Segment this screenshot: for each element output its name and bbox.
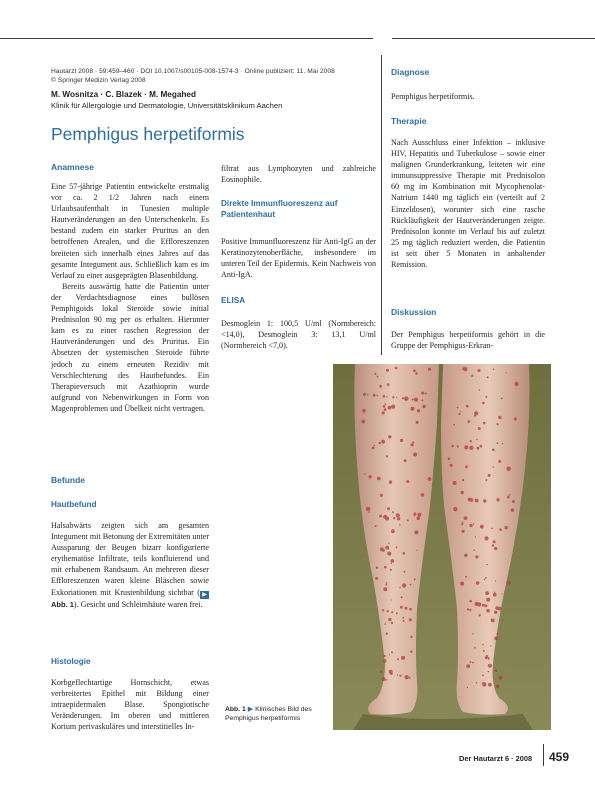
diskussion-paragraph: Der Pemphigus herpetiformis gehört in die Gruppe der Pemphigus-Erkran- — [391, 330, 545, 351]
lesion-spot — [507, 496, 510, 499]
lesion-spot — [478, 369, 481, 372]
lesion-spot — [411, 407, 415, 411]
lesion-spot — [498, 416, 501, 419]
lesion-spot — [397, 517, 400, 520]
lesion-spot — [493, 368, 495, 370]
lesion-spot — [414, 398, 418, 402]
lesion-spot — [388, 406, 392, 410]
lesion-spot — [363, 393, 366, 396]
lesion-spot — [401, 596, 403, 598]
lesion-spot — [387, 552, 391, 556]
lesion-spot — [364, 473, 365, 474]
lesion-spot — [384, 408, 387, 411]
lesion-spot — [391, 405, 395, 409]
therapie-text — [391, 137, 545, 270]
lesion-spot — [469, 609, 471, 611]
lesion-spot — [405, 607, 408, 610]
lesion-spot — [505, 372, 506, 373]
lesion-spot — [507, 581, 511, 585]
lesion-spot — [501, 398, 503, 400]
lesion-spot — [386, 369, 389, 372]
lesion-spot — [390, 569, 392, 571]
lesion-spot — [460, 582, 464, 586]
lesion-spot — [386, 582, 388, 584]
lesion-spot — [477, 447, 480, 450]
lesion-spot — [410, 636, 412, 638]
lesion-spot — [514, 382, 518, 386]
lesion-spot — [485, 604, 488, 607]
lesion-spot — [389, 654, 390, 655]
lesion-spot — [464, 445, 468, 449]
lesion-spot — [494, 637, 498, 641]
lesion-spot — [406, 480, 409, 483]
lesion-spot — [493, 449, 495, 451]
lesion-spot — [386, 679, 388, 681]
lesion-spot — [368, 475, 371, 478]
lesion-spot — [379, 385, 382, 388]
heading-elisa: ELISA — [221, 296, 246, 305]
copyright-line: © Springer Medizin Verlag 2008 — [51, 77, 146, 84]
page-number: 459 — [549, 750, 570, 764]
lesion-spot — [377, 376, 379, 378]
lesion-spot — [417, 513, 421, 517]
diskussion-text — [391, 329, 545, 351]
lesion-spot — [379, 515, 382, 518]
lesion-spot — [421, 493, 425, 497]
lesion-spot — [491, 528, 493, 530]
lesion-spot — [383, 655, 385, 657]
lesion-spot — [492, 544, 494, 546]
heading-diskussion: Diskussion — [391, 307, 437, 317]
heading-therapie: Therapie — [391, 116, 427, 126]
lesion-spot — [416, 550, 417, 551]
lesion-spot — [415, 372, 418, 375]
caption-label: Abb. 1 — [225, 706, 246, 713]
lesion-spot — [407, 519, 409, 521]
heading-histologie: Histologie — [51, 657, 91, 666]
lesion-spot — [380, 547, 384, 551]
lesion-spot — [502, 443, 504, 445]
citation-line: Hautarzt 2008 · 59:459–460 · DOI 10.1007/s00105-008-1574-3 · Online publiziert: 11. Mai 2008 — [51, 68, 335, 75]
lesion-spot — [448, 458, 451, 461]
lesion-spot — [474, 415, 476, 417]
lesion-spot — [467, 608, 469, 610]
lesion-spot — [475, 536, 476, 537]
lesion-spot — [380, 671, 382, 673]
anamnese-paragraph-2: Bereits auswärtig hatte die Patientin unter der Verdachtsdiagnose eines bullösen Pemphigoids lokal Steroide sowie initial Prednisolon 90 mg per os erhalten. Hierunter kam es zu einer raschen Regression der Hautveränderungen und des Pruritus. Ein Absetzen der systemischen Steroide führte jedoch zu einem erneuten Rezidiv mit Verschlechterung des Hautbefundes. Ein Therapieversuch mit Azathioprin wurde aufgrund von Nebenwirkungen in Form von Magenproblemen und Übelkeit nicht vertragen. — [51, 281, 209, 413]
lesion-spot — [496, 685, 500, 689]
lesion-spot — [417, 409, 420, 412]
lesion-spot — [490, 645, 491, 646]
lesion-spot — [487, 376, 489, 378]
histologie-text — [51, 677, 209, 732]
lesion-spot — [488, 664, 492, 668]
lesion-spot — [498, 607, 502, 611]
lesion-spot — [482, 402, 485, 405]
diagnose-paragraph: Pemphigus herpetiformis. — [391, 92, 475, 101]
lesion-spot — [486, 655, 489, 658]
lesion-spot — [409, 677, 411, 679]
lesion-spot — [386, 633, 388, 635]
lesion-spot — [382, 411, 385, 414]
lesion-spot — [511, 508, 515, 512]
lesion-spot — [502, 593, 503, 594]
lesion-spot — [376, 567, 378, 569]
lesion-spot — [428, 477, 432, 481]
lesion-spot — [509, 494, 511, 496]
lesion-spot — [470, 498, 474, 502]
lesion-spot — [475, 555, 478, 558]
lesion-spot — [497, 633, 499, 635]
lesion-spot — [387, 610, 389, 612]
lesion-spot — [399, 524, 401, 526]
lesion-spot — [395, 367, 398, 370]
lesion-spot — [464, 554, 467, 557]
lesion-spot — [385, 403, 387, 405]
heading-diagnose: Diagnose — [391, 67, 430, 77]
lesion-spot — [494, 611, 497, 614]
lesion-spot — [470, 661, 472, 663]
lesion-spot — [403, 552, 406, 555]
figure-reference-label: Abb. 1 — [51, 599, 74, 609]
lesion-spot — [391, 651, 393, 653]
lesion-spot — [381, 440, 385, 444]
lesion-spot — [493, 540, 496, 543]
lesion-spot — [404, 571, 406, 573]
hautbefund-body: Halsabwärts zeigten sich am gesamten Integument mit Betonung der Extremitäten unter Aussparung der Beugen bizarr konfigurierte erythematöse Infiltrate, teils konfluierend und mit erhabenem Randsaum. An mehreren dieser Effloreszenzen waren kleine Bläschen sowie Exkoriationen mit Krustenbildung sichtbar ( — [51, 521, 210, 597]
heading-anamnese: Anamnese — [51, 162, 94, 172]
lesion-spot — [512, 500, 515, 503]
lesion-spot — [421, 399, 423, 401]
lesion-spot — [453, 507, 457, 511]
caption-arrow-icon: ▶ — [245, 706, 256, 713]
column-divider — [381, 55, 382, 355]
lesion-spot — [495, 669, 498, 672]
heading-hautbefund: Hautbefund — [51, 500, 97, 509]
col2-continuation-paragraph: filtrat aus Lymphozyten und zahlreiche Eosinophile. — [221, 164, 376, 185]
lesion-spot — [483, 422, 486, 425]
lesion-spot — [457, 407, 459, 409]
lesion-spot — [405, 675, 409, 679]
lesion-spot — [514, 417, 517, 420]
lesion-spot — [417, 517, 421, 521]
lesion-spot — [463, 367, 467, 371]
lesion-spot — [457, 445, 459, 447]
lesion-spot — [383, 405, 386, 408]
lesion-spot — [428, 368, 431, 371]
lesion-spot — [487, 657, 489, 659]
lesion-spot — [409, 608, 412, 611]
lesion-spot — [413, 369, 416, 372]
lesion-spot — [403, 620, 405, 622]
journal-footer: Der Hautarzt 6 · 2008 — [459, 754, 533, 763]
lesion-spot — [374, 445, 376, 447]
lesion-spot — [472, 662, 474, 664]
lesion-spot — [479, 614, 481, 616]
dif-text — [221, 236, 376, 280]
lesion-spot — [480, 445, 483, 448]
lesion-spot — [375, 577, 378, 580]
lesion-spot — [486, 479, 488, 481]
lesion-spot — [410, 651, 412, 653]
lesion-spot — [471, 375, 473, 377]
lesion-spot — [388, 435, 391, 438]
lesion-spot — [399, 587, 400, 588]
col2-continuation — [221, 163, 376, 185]
lesion-spot — [485, 396, 487, 398]
top-rule-left — [0, 38, 373, 39]
lesion-spot — [478, 389, 480, 391]
lesion-spot — [393, 517, 395, 519]
lesion-spot — [504, 526, 507, 529]
lesion-spot — [496, 498, 499, 501]
affiliation: Klinik für Allergologie und Dermatologie, Universitätsklinikum Aachen — [51, 101, 283, 110]
heading-direkte-immunfluoreszenz: Direkte Immunfluoreszenz auf Patientenhaut — [221, 199, 338, 219]
lesion-spot — [392, 511, 394, 513]
lesion-spot — [396, 612, 398, 614]
lesion-spot — [399, 675, 401, 677]
lesion-spot — [465, 576, 467, 578]
lesion-spot — [499, 528, 502, 531]
lesion-spot — [469, 600, 472, 603]
lesion-spot — [392, 396, 394, 398]
lesion-spot — [494, 547, 497, 550]
lesion-spot — [385, 623, 387, 625]
lesion-spot — [453, 424, 455, 426]
lesion-spot — [467, 687, 468, 688]
lesion-spot — [411, 443, 414, 446]
lesion-spot — [414, 530, 418, 534]
lesion-spot — [470, 440, 472, 442]
anamnese-text — [51, 181, 209, 414]
lesion-spot — [452, 445, 454, 447]
lesion-spot — [488, 474, 491, 477]
lesion-spot — [507, 467, 511, 471]
lesion-spot — [493, 466, 494, 467]
lesion-spot — [483, 499, 486, 502]
lesion-spot — [462, 479, 464, 481]
lesion-spot — [469, 446, 473, 450]
lesion-spot — [473, 549, 475, 551]
lesion-spot — [478, 427, 481, 430]
lesion-spot — [379, 442, 381, 444]
lesion-spot — [482, 644, 483, 645]
lesion-spot — [477, 602, 481, 606]
lesion-spot — [368, 511, 369, 512]
lesion-spot — [388, 618, 391, 621]
lesion-spot — [425, 393, 427, 395]
lesion-spot — [375, 525, 377, 527]
lesion-spot — [486, 609, 490, 613]
article-title: Pemphigus herpetiformis — [51, 124, 245, 144]
lesion-spot — [482, 675, 484, 677]
lesion-spot — [400, 606, 403, 609]
lesion-spot — [362, 409, 366, 413]
lesion-spot — [486, 598, 490, 602]
lesion-spot — [383, 659, 386, 662]
lesion-spot — [391, 529, 395, 533]
histologie-paragraph: Korbgeflechtartige Hornschicht, etwas verbreitertes Epithel mit Bildung einer intraepidermalen Blase. Spongiotische Veränderungen. Im oberen und mittleren Korium perivaskuläres und interstitielles In- — [51, 678, 209, 732]
lesion-spot — [386, 455, 388, 457]
lesion-spot — [498, 676, 502, 680]
heading-befunde: Befunde — [51, 475, 85, 485]
lesion-spot — [484, 536, 488, 540]
lesion-spot — [464, 516, 468, 520]
lesion-spot — [391, 559, 395, 563]
lesion-spot — [387, 383, 390, 386]
lesion-spot — [385, 546, 389, 550]
lesion-spot — [396, 546, 398, 548]
lesion-spot — [377, 395, 379, 397]
lesion-spot — [476, 439, 477, 440]
lesion-spot — [495, 581, 496, 582]
lesion-spot — [412, 398, 414, 400]
lesion-spot — [413, 453, 417, 457]
footer-divider — [543, 744, 544, 766]
lesion-spot — [391, 611, 393, 613]
figure-arrow-icon: ▶ — [200, 591, 209, 599]
lesion-spot — [404, 459, 407, 462]
lesion-spot — [391, 599, 392, 600]
lesion-spot — [453, 481, 457, 485]
lesion-spot — [383, 587, 387, 591]
lesion-spot — [476, 581, 480, 585]
lesion-spot — [472, 633, 473, 634]
lesion-spot — [402, 617, 404, 619]
lesion-spot — [465, 465, 468, 468]
lesion-spot — [490, 684, 492, 686]
lesion-spot — [402, 583, 406, 587]
lesion-spot — [421, 392, 424, 395]
lesion-spot — [474, 647, 476, 649]
lesion-spot — [391, 563, 392, 564]
lesion-spot — [384, 566, 387, 569]
lesion-spot — [482, 682, 486, 686]
lesion-spot — [396, 397, 397, 398]
lesion-spot — [387, 507, 390, 510]
lesion-spot — [402, 397, 404, 399]
lesion-spot — [409, 618, 412, 621]
figure-caption — [225, 706, 325, 723]
lesion-spot — [483, 650, 485, 652]
anamnese-paragraph-1: Eine 57-jährige Patientin entwickelte erstmalig vor ca. 2 1/2 Jahren nach einem Urlaubsaufenthalt in Tunesien multiple Hautveränderungen an den Unterschenkeln. Es bestand zudem ein starker Pruritus an den betroffenen Arealen, und die Effloreszenzen breiteten sich innerhalb eines Jahres auf das gesamte Integument aus. Schließlich kam es im Verlauf zu einer ausgeprägten Blasenbildung. — [51, 182, 209, 280]
lesion-spot — [469, 524, 472, 527]
lesion-spot — [481, 526, 484, 529]
lesion-spot — [361, 420, 365, 424]
lesion-spot — [494, 592, 495, 593]
lesion-spot — [388, 542, 390, 544]
lesion-spot — [484, 579, 485, 580]
lesion-spot — [467, 420, 470, 423]
lesion-spot — [382, 677, 386, 681]
lesion-spot — [377, 477, 381, 481]
lesion-spot — [386, 396, 387, 397]
lesion-spot — [461, 491, 464, 494]
lesion-spot — [476, 682, 477, 683]
lesion-spot — [385, 516, 389, 520]
lesion-spot — [373, 394, 376, 397]
lesion-spot — [396, 513, 400, 517]
lesion-spot — [367, 394, 369, 396]
hautbefund-tail: ). Gesicht und Schleimhäute waren frei. — [73, 599, 203, 609]
lesion-spot — [498, 460, 501, 463]
hautbefund-paragraph — [51, 520, 209, 610]
lesion-spot — [491, 618, 495, 622]
lesion-spot — [410, 584, 412, 586]
lesion-spot — [397, 658, 399, 660]
lesion-spot — [466, 664, 470, 668]
lesion-spot — [400, 439, 403, 442]
clinical-photo — [333, 364, 551, 730]
lesion-spot — [462, 522, 464, 524]
lesion-spot — [497, 442, 499, 444]
lesion-spot — [450, 464, 453, 467]
lesion-spot — [462, 530, 465, 533]
lesion-spot — [485, 591, 489, 595]
lesion-spot — [414, 515, 416, 517]
lesion-spot — [372, 447, 375, 450]
lesion-spot — [383, 395, 386, 398]
elisa-text — [221, 318, 376, 351]
lesion-spot — [416, 421, 419, 424]
top-rule-right — [392, 38, 595, 39]
lesion-spot — [486, 564, 487, 565]
lesion-spot — [459, 413, 461, 415]
authors: M. Wosnitza · C. Blazek · M. Megahed — [51, 90, 196, 99]
lesion-spot — [380, 494, 383, 497]
elisa-paragraph: Desmoglein 1: 100,5 U/ml (Normbereich: <14,0), Desmoglein 3: 13,1 U/ml (Normbereich <7,0). — [221, 319, 376, 351]
hautbefund-text — [51, 520, 209, 610]
lesion-spot — [404, 397, 408, 401]
lesion-spot — [374, 373, 376, 375]
lesion-spot — [397, 674, 398, 675]
lesion-spot — [389, 480, 392, 483]
lesion-spot — [485, 577, 487, 579]
lesion-spot — [461, 523, 463, 525]
lesion-spot — [389, 670, 393, 674]
lesion-spot — [466, 405, 469, 408]
lesion-spot — [414, 578, 416, 580]
lesion-spot — [496, 423, 498, 425]
lesion-spot — [391, 622, 393, 624]
lesion-spot — [366, 507, 370, 511]
lesion-spot — [386, 584, 388, 586]
lesion-spot — [460, 411, 461, 412]
lesion-spot — [482, 604, 485, 607]
lesion-spot — [488, 671, 490, 673]
caption-text: Klinisches Bild des Pemphigus herpetiformis — [225, 706, 312, 722]
lesion-spot — [473, 523, 474, 524]
lesion-spot — [401, 656, 405, 660]
lesion-spot — [475, 499, 479, 503]
therapie-paragraph: Nach Ausschluss einer Infektion – inklusive HIV, Hepatitis und Tuberkulose – sowie einer malignen Grunderkrankung, leiteten wir eine immunsuppressive Therapie mit Prednisolon 60 mg im Kombination mit Mycophenolat-Natrium 1440 mg täglich ein (verteilt auf 2 Einzeldosen), worunter sich eine rasche Rückläufigkeit der Hautveränderungen zeigte. Prednisolon konnte im Verlauf bis auf zuletzt 25 mg täglich reduziert werden, die Patientin ist seit über 5 Monaten in anhaltender Remission. — [391, 138, 545, 270]
dif-paragraph: Positive Immunfluoreszenz für Anti-IgG an der Keratinozytenoberfläche, insbesondere im unteren Teil der Epidermis. Kein Nachweis von Anti-IgA. — [221, 237, 376, 280]
lesion-spot — [422, 405, 425, 408]
lesion-spot — [502, 619, 504, 621]
diagnose-text — [391, 91, 545, 102]
lesion-spot — [382, 609, 384, 611]
lesion-spot — [493, 593, 497, 597]
